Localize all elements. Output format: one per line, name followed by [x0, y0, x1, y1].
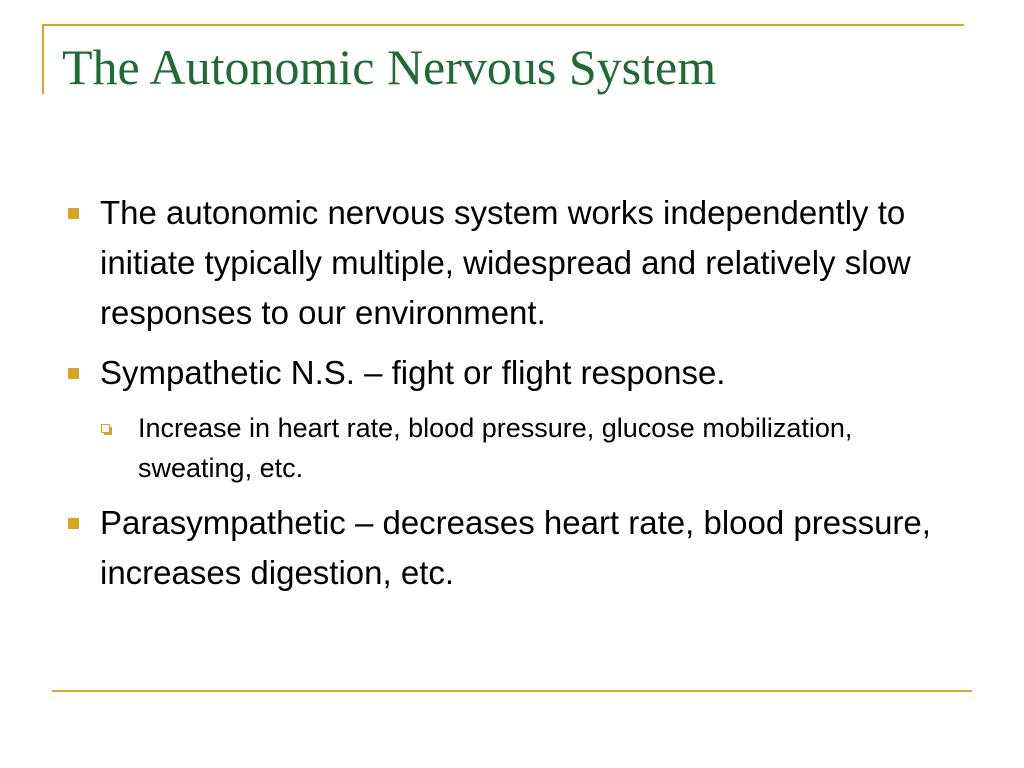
- bullet-list: [62, 188, 962, 608]
- sub-bullet-item-1: [62, 408, 962, 488]
- bullet-item-2: [62, 348, 962, 398]
- bullet-text: The autonomic nervous system works independently to initiate typically multiple, widespread and relatively slow responses to our environment.: [100, 194, 911, 331]
- bullet-text: Sympathetic N.S. – fight or flight response.: [100, 354, 726, 391]
- top-rule: [42, 24, 964, 26]
- hollow-square-bullet-icon: [101, 424, 110, 433]
- filled-square-bullet-icon: [68, 368, 79, 379]
- filled-square-bullet-icon: [68, 518, 79, 529]
- sub-bullet-text: Increase in heart rate, blood pressure, glucose mobilization, sweating, etc.: [138, 413, 853, 483]
- slide-title: The Autonomic Nervous System: [62, 39, 717, 95]
- bottom-rule: [52, 690, 972, 692]
- bullet-text: Parasympathetic – decreases heart rate, blood pressure, increases digestion, etc.: [100, 504, 931, 591]
- filled-square-bullet-icon: [68, 208, 79, 219]
- bullet-item-1: [62, 188, 962, 338]
- left-rule: [42, 24, 44, 94]
- bullet-item-3: [62, 498, 962, 598]
